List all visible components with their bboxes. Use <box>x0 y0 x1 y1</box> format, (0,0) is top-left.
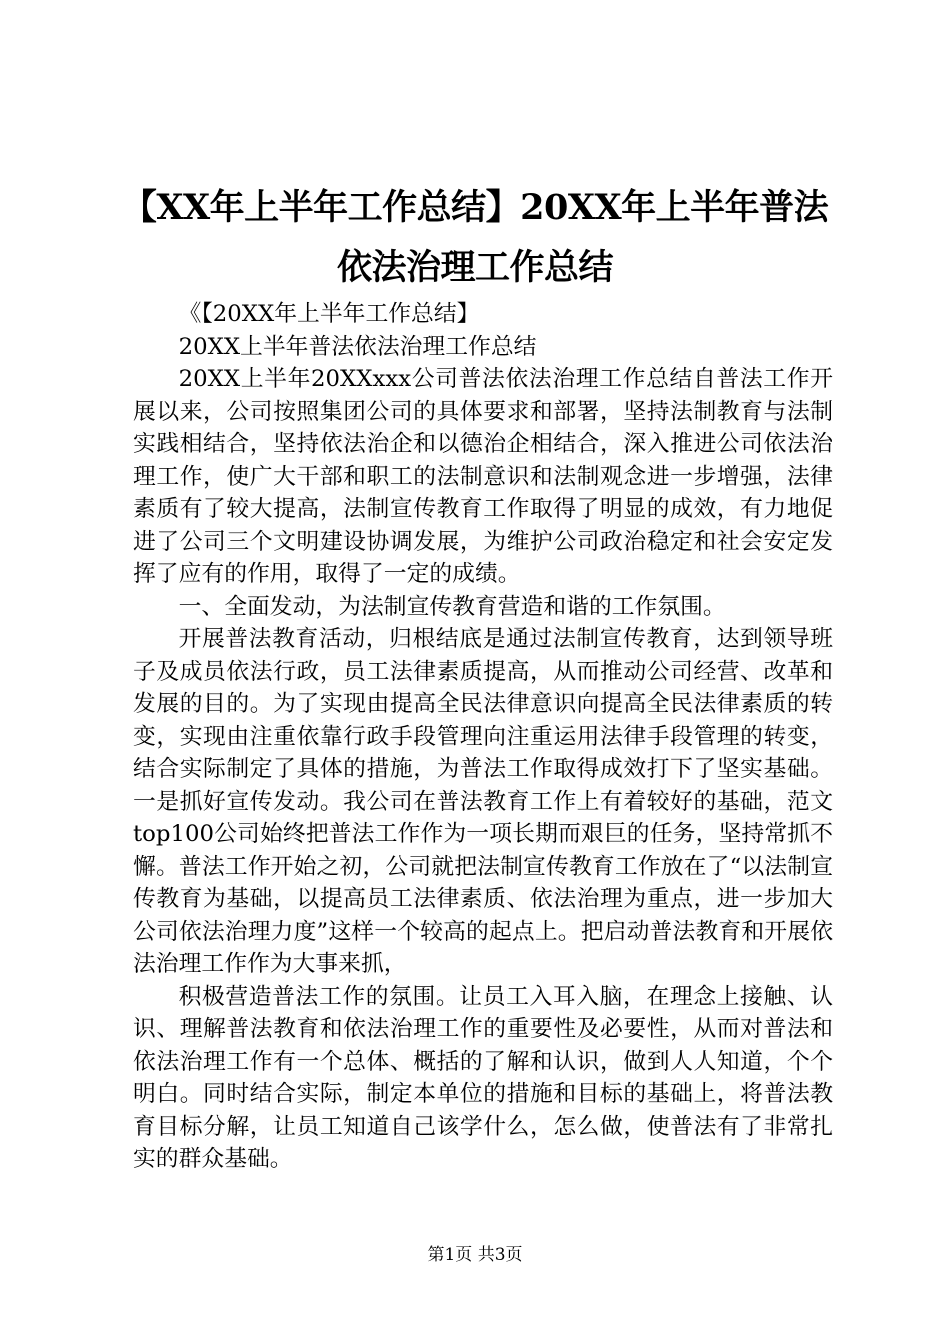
paragraph-intro: 20XX上半年20XXxxx公司普法依法治理工作总结自普法工作开展以来，公司按照集团公司的具体要求和部署，坚持法制教育与法制实践相结合，坚持依法治企和以德治企相结合，深入推进公司依法治理工作，使广大干部和职工的法制意识和法制观念进一步增强，法律素质有了较大提高，法制宣传教育工作取得了明显的成效，有力地促进了公司三个文明建设协调发展，为维护公司政治稳定和社会安定发挥了应有的作用，取得了一定的成绩。 <box>133 366 833 587</box>
paragraph-body-1: 开展普法教育活动，归根结底是通过法制宣传教育，达到领导班子及成员依法行政，员工法律素质提高，从而推动公司经营、改革和发展的目的。为了实现由提高全民法律意识向提高全民法律素质的转变，实现由注重依靠行政手段管理向注重运用法律手段管理的转变，结合实际制定了具体的措施，为普法工作取得成效打下了坚实基础。一是抓好宣传发动。我公司在普法教育工作上有着较好的基础，范文top100公司始终把普法工作作为一项长期而艰巨的任务，坚持常抓不懈。普法工作开始之初，公司就把法制宣传教育工作放在了“以法制宣传教育为基础，以提高员工法律素质、依法治理为重点，进一步加大公司依法治理力度”这样一个较高的起点上。把启动普法教育和开展依法治理工作作为大事来抓， <box>133 626 833 977</box>
paragraph-section-heading: 一、全面发动，为法制宣传教育营造和谐的工作氛围。 <box>178 593 726 620</box>
page-footer: 第1页 共3页 <box>427 1245 523 1265</box>
paragraph-subtitle: 20XX上半年普法依法治理工作总结 <box>178 333 537 360</box>
paragraph-body-2: 积极营造普法工作的氛围。让员工入耳入脑，在理念上接触、认识、理解普法教育和依法治理工作的重要性及必要性，从而对普法和依法治理工作有一个总体、概括的了解和认识，做到人人知道，个个明白。同时结合实际，制定本单位的措施和目标的基础上，将普法教育目标分解，让员工知道自己该学什么，怎么做，使普法有了非常扎实的群众基础。 <box>133 983 833 1172</box>
document-body <box>133 298 833 1176</box>
document-title-line-2: 依法治理工作总结 <box>336 247 613 288</box>
paragraph-heading-ref: 《【20XX年上半年工作总结】 <box>178 301 480 327</box>
document-title-line-1: 【XX年上半年工作总结】20XX年上半年普法 <box>121 187 829 228</box>
